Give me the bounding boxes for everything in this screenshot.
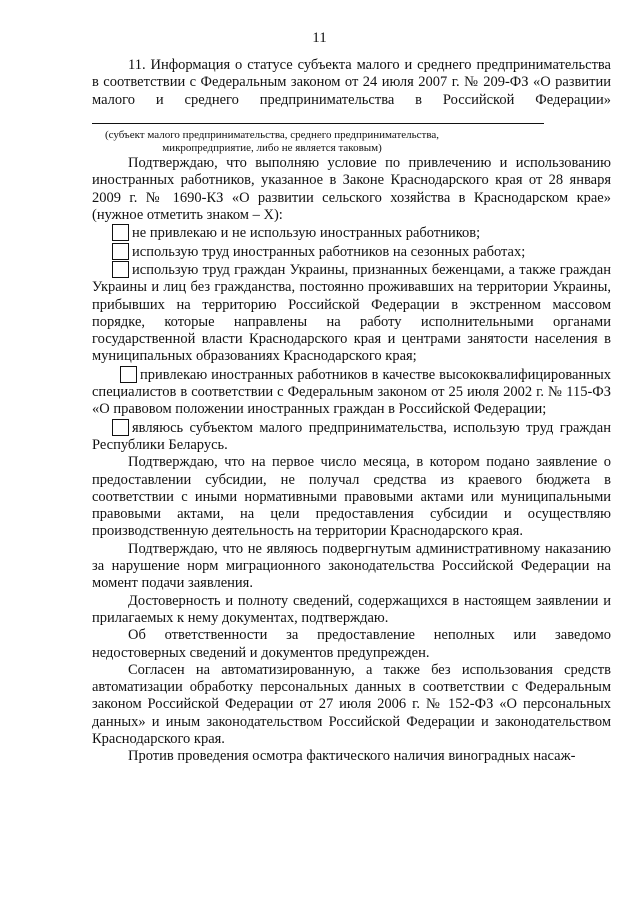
section-11-text: 11. Информация о статусе субъекта малого и среднего предпринимательства в соответствии с Федеральным законом от 24 июля 2007 г. № 209-ФЗ «О развитии малого и среднего предпринимательства в Российской Федерации» [92, 57, 611, 108]
paragraph-responsibility: Об ответственности за предоставление неполных или заведомо недостоверных сведений и документов предупрежден. [92, 627, 611, 661]
option-text: привлекаю иностранных работников в качестве высококвалифицированных специалистов в соответствии с Федеральным законом от 25 июля 2002 г. № 115-ФЗ «О правовом положении иностранных граждан в Российской Федерации; [92, 366, 611, 418]
status-field-note: (субъект малого предпринимательства, среднего предпринимательства, микропредприятие, либо не является таковым) [104, 129, 440, 155]
option-checkbox[interactable] [112, 419, 129, 436]
option-checkbox[interactable] [112, 261, 129, 278]
option-text: использую труд граждан Украины, признанных беженцами, а также граждан Украины и лиц без гражданства, постоянно проживавших на территории Украины, прибывших на территорию Российской Федерации в экстренном массовом порядке, которые направлены на работу исполнительными органами государственной власти Краснодарского края и центрами занятости населения в муниципальных образованиях Краснодарского края; [92, 261, 611, 365]
option-item [92, 419, 611, 455]
option-text: использую труд иностранных работников на сезонных работах; [132, 243, 526, 260]
paragraph-personal-data: Согласен на автоматизированную, а также без использования средств автоматизации обработку персональных данных в соответствии с Федеральным законом Российской Федерации от 27 июля 2006 г. № 152-ФЗ «О персональных данных» и иным законодательством Российской Федерации и законодательством Краснодарского края. [92, 661, 611, 747]
option-item [92, 261, 611, 366]
option-text: не привлекаю и не использую иностранных работников; [132, 225, 481, 242]
option-item [92, 224, 611, 242]
option-checkbox[interactable] [112, 224, 129, 241]
document-body [92, 57, 611, 766]
paragraph-migration: Подтверждаю, что не являюсь подвергнутым административному наказанию за нарушение норм миграционного законодательства Российской Федерации на момент подачи заявления. [92, 540, 611, 592]
option-checkbox[interactable] [112, 243, 129, 260]
option-checkbox[interactable] [120, 366, 137, 383]
option-item [92, 366, 611, 419]
paragraph-subsidy: Подтверждаю, что на первое число месяца, в котором подано заявление о предоставлении субсидии, не получал средства из краевого бюджета в соответствии с иными нормативными правовыми актами или муниципальными правовыми актами, на цели предоставления субсидии и осуществляю производственную деятельность на территории Краснодарского края. [92, 454, 611, 540]
foreign-workers-confirmation: Подтверждаю, что выполняю условие по привлечению и использованию иностранных работников, указанное в Законе Краснодарского края от 28 января 2009 г. № 1690-КЗ «О развитии сельского хозяйства в Краснодарском крае» (нужное отметить знаком – Х): [92, 155, 611, 224]
option-text: являюсь субъектом малого предпринимательства, использую труд граждан Республики Беларусь. [92, 419, 611, 453]
page-number: 11 [312, 30, 327, 46]
paragraph-inspection: Против проведения осмотра фактического наличия виноградных насаж- [128, 748, 576, 765]
status-blank-field[interactable] [92, 109, 544, 124]
option-item [92, 243, 611, 261]
section-11-heading [92, 57, 611, 129]
paragraph-accuracy: Достоверность и полноту сведений, содержащихся в настоящем заявлении и прилагаемых к нему документах, подтверждаю. [92, 592, 611, 626]
